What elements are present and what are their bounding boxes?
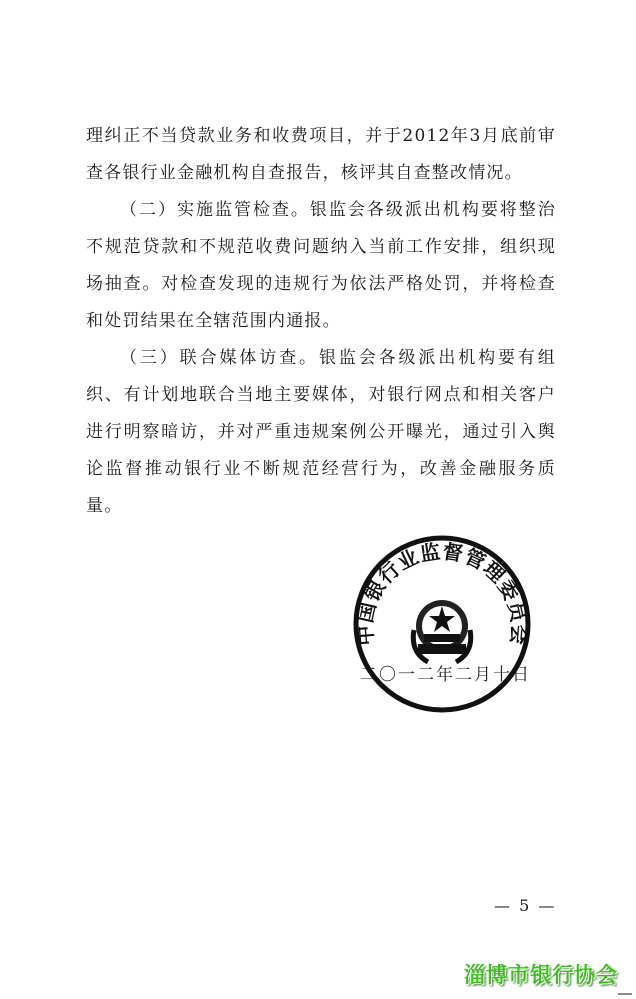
watermark-logo: 淄博市银行协会 [464,963,618,987]
paragraph-supervision-inspection: （二）实施监管检查。银监会各级派出机构要将整治不规范贷款和不规范收费问题纳入当前工作安排，组织现场抽查。对检查发现的违规行为依法严格处罚，并将检查和处罚结果在全辖范围内通报。 [86,200,556,331]
seal-text: 中国银行业监督管理委员会 [352,539,532,647]
national-emblem-icon [413,600,470,662]
document-body [86,118,556,525]
scan-edge-mark [618,993,632,995]
official-seal-stamp [352,534,532,714]
issue-date: 二〇一二年二月十日 [360,665,531,685]
paragraph-continuation: 理纠正不当贷款业务和收费项目，并于2012年3月底前审查各银行业金融机构自查报告，核评其自查整改情况。 [86,126,556,183]
page-number: — 5 — [494,896,557,915]
paragraph-media-inspection: （三）联合媒体访查。银监会各级派出机构要有组织、有计划地联合当地主要媒体，对银行网点和相关客户进行明察暗访，并对严重违规案例公开曝光，通过引入舆论监督推动银行业不断规范经营行为，改善金融服务质量。 [86,348,556,516]
